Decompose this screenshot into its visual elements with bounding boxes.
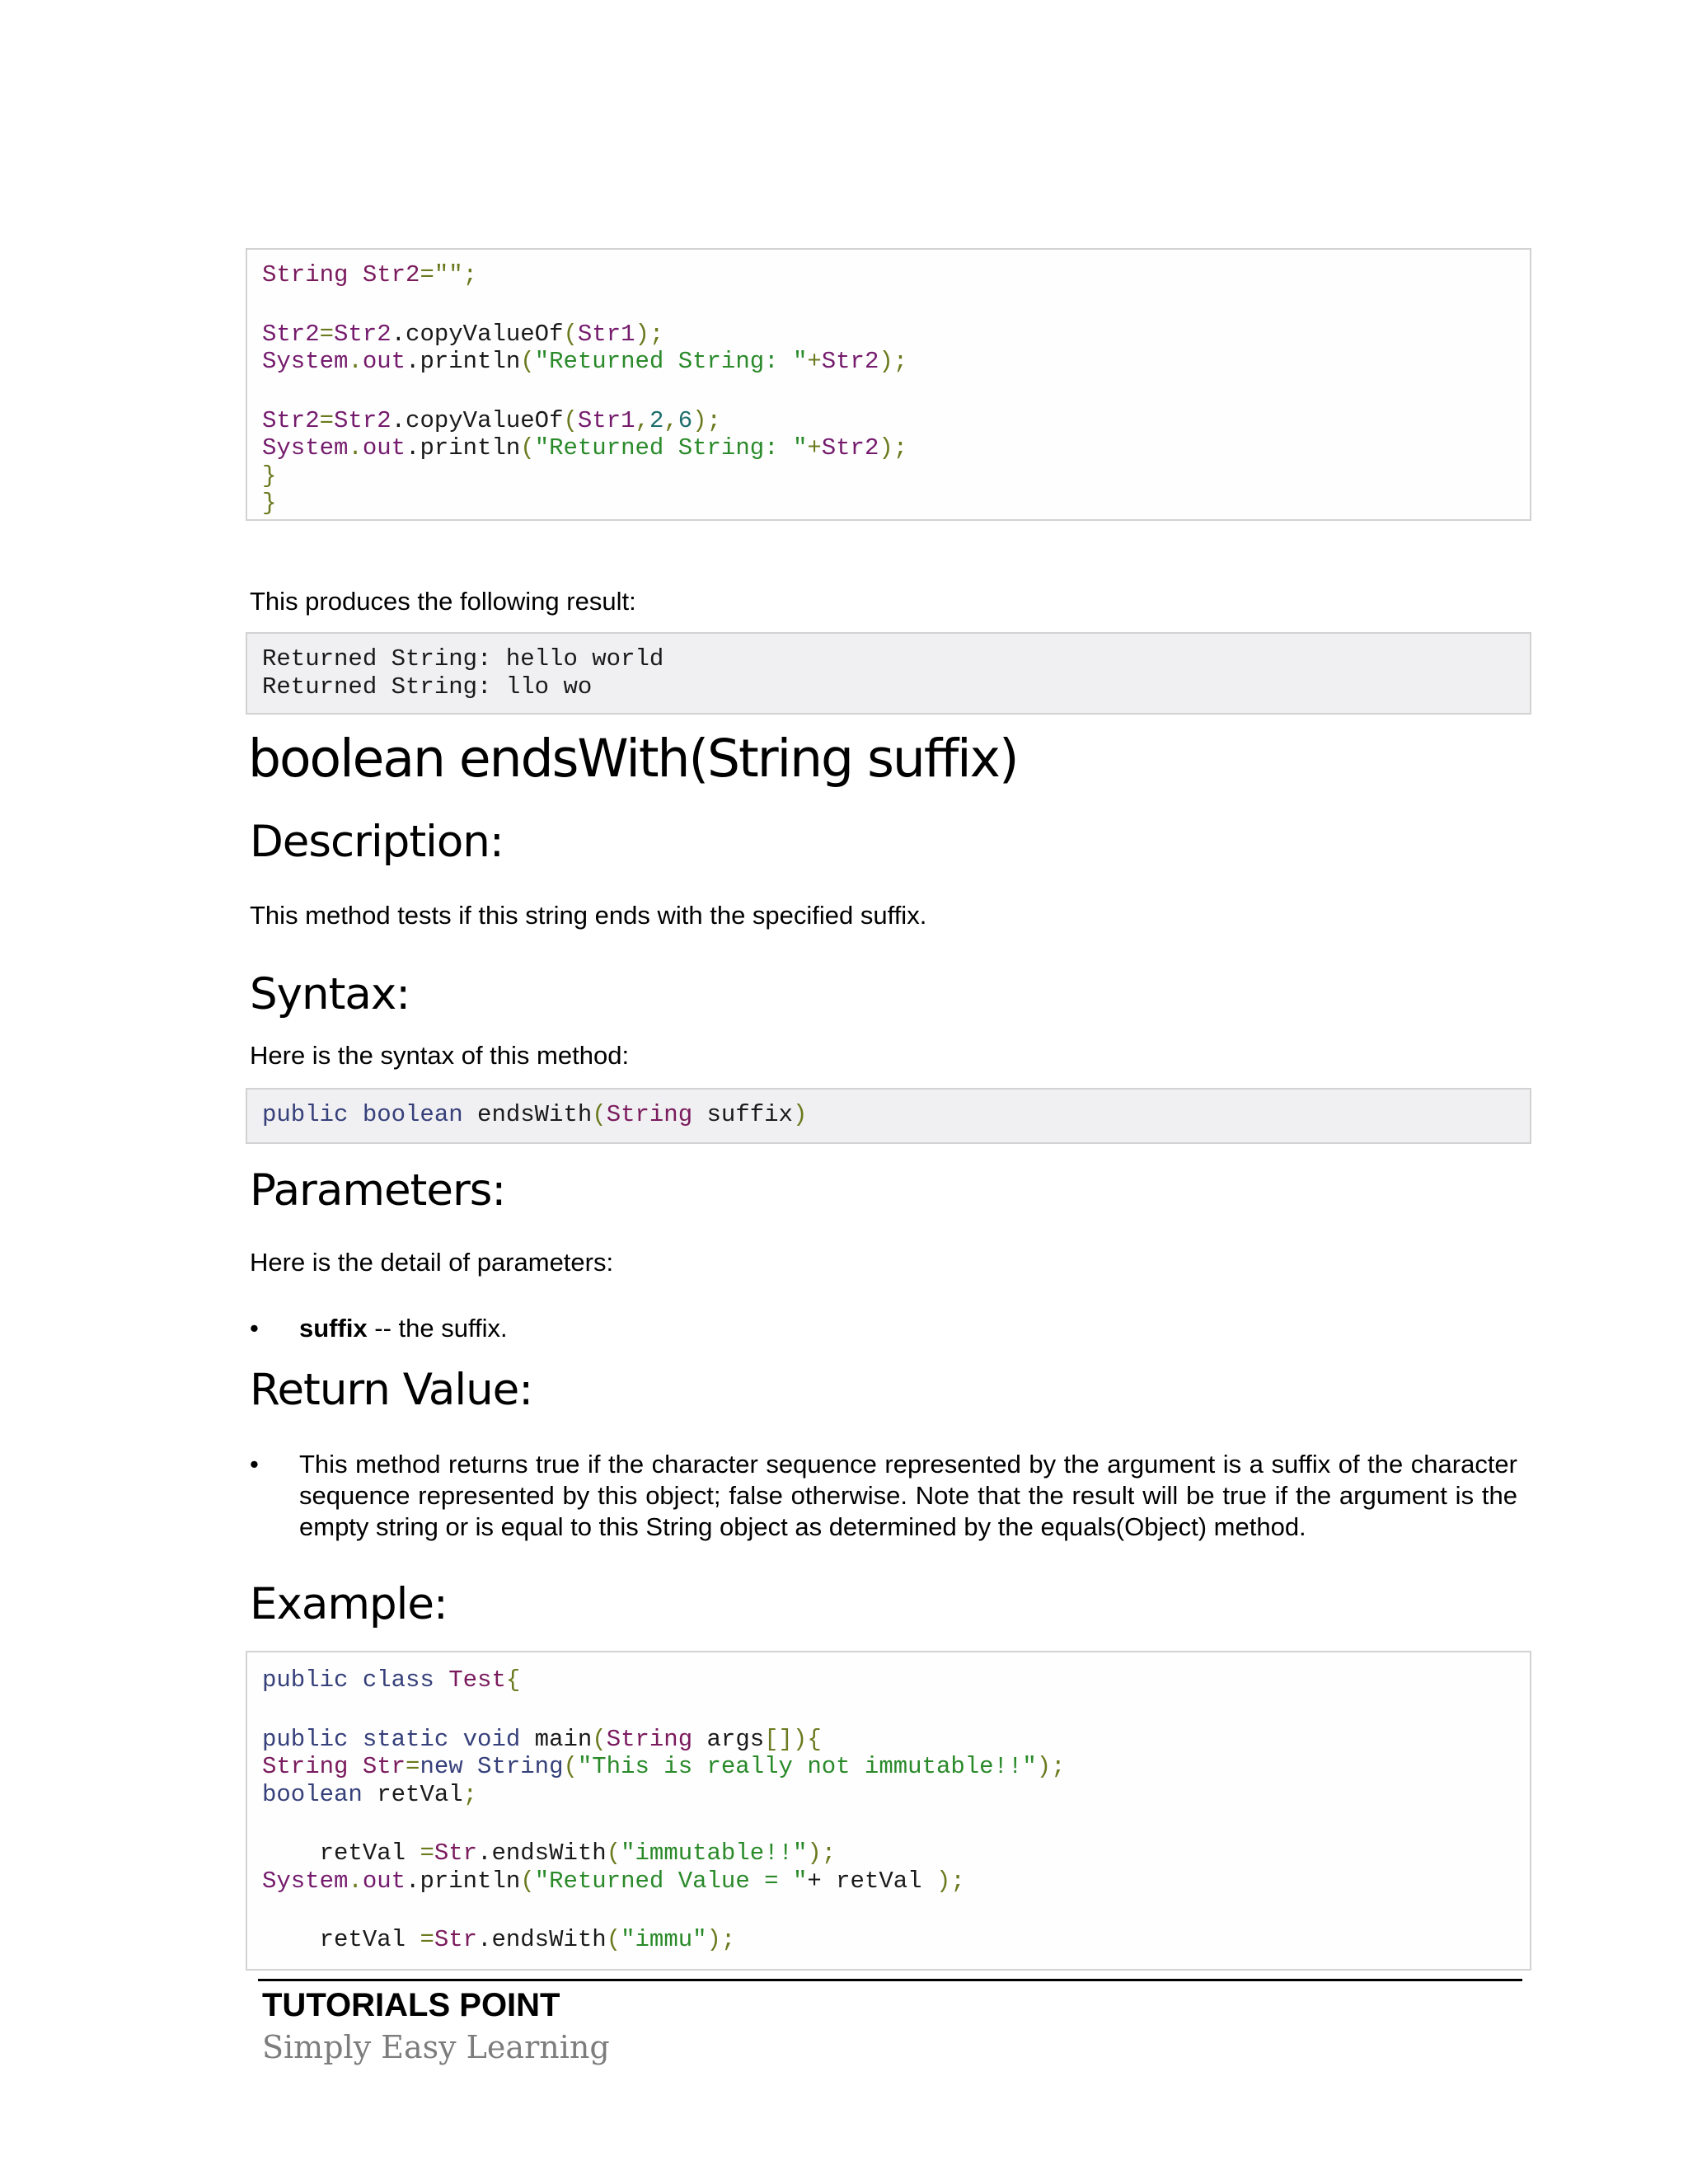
code-token: Str (434, 1926, 478, 1953)
footer-tagline: Simply Easy Learning (262, 2029, 610, 2065)
code-token: out (362, 434, 406, 462)
code-token: + (807, 348, 822, 375)
code-token: Returned String: llo wo (262, 673, 593, 701)
code-line (262, 1101, 1515, 1129)
footer-rule (258, 1979, 1522, 1981)
code-line (262, 261, 1515, 289)
code-token: = (319, 320, 335, 348)
code-token: suffix (692, 1101, 793, 1128)
code-token: Str2 (821, 434, 879, 462)
parameter-desc: -- the suffix. (367, 1314, 508, 1343)
example-code-block (246, 1651, 1531, 1971)
return-value-heading: Return Value: (250, 1365, 533, 1415)
code-token: ( (520, 348, 535, 375)
parameter-bullet: • (250, 1314, 259, 1343)
code-line (262, 348, 1515, 376)
code-line (262, 1895, 1515, 1926)
code-token: public static void (262, 1725, 521, 1753)
code-line (262, 407, 1515, 435)
code-token: ); (706, 1926, 736, 1953)
code-line (262, 1781, 1515, 1809)
code-token: ( (520, 1867, 535, 1895)
code-token: Str2 (334, 320, 392, 348)
code-token: .endsWith (477, 1926, 607, 1953)
code-token: ; (462, 1780, 478, 1808)
code-token: .endsWith (477, 1840, 607, 1867)
code-token: boolean (262, 1780, 363, 1808)
code-token: Test (434, 1666, 506, 1694)
description-text: This method tests if this string ends with the specified suffix. (250, 901, 927, 930)
code-token: out (362, 348, 406, 375)
code-token: String Str (262, 1753, 406, 1780)
code-token: } (262, 490, 277, 517)
code-token: "immutable!!" (621, 1840, 808, 1867)
code-token: retVal (262, 1840, 420, 1867)
code-token: ); (635, 320, 664, 348)
code-line (262, 1753, 1515, 1781)
code-token: + retVal (807, 1867, 936, 1895)
code-token: out (362, 1867, 406, 1895)
code-token: System (262, 1867, 349, 1895)
code-token: main (520, 1725, 593, 1753)
code-token: Str (434, 1840, 478, 1867)
code-line (262, 462, 1515, 490)
code-token: .copyValueOf (391, 406, 564, 434)
parameter-name: suffix (299, 1314, 368, 1343)
code-line (262, 321, 1515, 349)
return-value-text: This method returns true if the character sequence represented by the argument is a suffix of the character sequence represented by this object; false otherwise. Note that the result will be true if the argument is the empty string or is equal to this String object as determined by the equals(Object) method. (299, 1450, 1517, 1541)
code-line (262, 490, 1515, 518)
code-line (262, 1694, 1515, 1726)
code-token: ( (563, 406, 578, 434)
code-token: Str2 (821, 348, 879, 375)
code-token: System (262, 348, 349, 375)
syntax-code-block (246, 1088, 1531, 1144)
code-token: .copyValueOf (391, 320, 564, 348)
code-line (262, 1868, 1515, 1896)
code-token: "Returned String: " (534, 434, 808, 462)
code-token: 2 (649, 406, 664, 434)
code-token: .println (406, 434, 521, 462)
code-line (262, 1726, 1515, 1754)
code-token: retVal (262, 1926, 420, 1953)
code-token: } (262, 462, 277, 490)
code-token: Str1 (577, 320, 635, 348)
footer-brand: TUTORIALS POINT (262, 1987, 560, 2023)
code-token: . (348, 348, 363, 375)
code-line (262, 434, 1515, 462)
code-token: ( (592, 1725, 607, 1753)
parameters-heading: Parameters: (250, 1165, 506, 1216)
code-token: public boolean (262, 1101, 463, 1128)
parameter-item (299, 1313, 1517, 1344)
code-line (262, 673, 1515, 701)
description-heading: Description: (250, 817, 504, 867)
code-token: ); (935, 1867, 965, 1895)
code-token: ); (879, 348, 908, 375)
code-token: = (420, 1926, 434, 1953)
code-line (262, 289, 1515, 321)
code-token: , (635, 406, 649, 434)
result-intro: This produces the following result: (250, 587, 636, 616)
code-token: =""; (420, 261, 478, 288)
code-token: endsWith (462, 1101, 593, 1128)
code-line (262, 1926, 1515, 1954)
syntax-intro: Here is the syntax of this method: (250, 1041, 630, 1070)
example-heading: Example: (250, 1579, 448, 1629)
code-token: ( (563, 1753, 578, 1780)
code-token: .println (406, 1867, 521, 1895)
code-token: System (262, 434, 349, 462)
code-token: ( (606, 1926, 621, 1953)
code-token: new String (420, 1753, 564, 1780)
code-token: ) (792, 1101, 808, 1128)
code-token: retVal (362, 1780, 463, 1808)
code-token: ); (1036, 1753, 1066, 1780)
code-line (262, 1808, 1515, 1840)
code-token: = (420, 1840, 434, 1867)
code-line (262, 1840, 1515, 1868)
code-token: "immu" (621, 1926, 707, 1953)
code-token: Str2 (262, 320, 320, 348)
code-token: Returned String: hello world (262, 645, 664, 673)
code-block-copyvalueof (246, 248, 1531, 521)
code-token: ( (592, 1101, 607, 1128)
code-token: .println (406, 348, 521, 375)
syntax-heading: Syntax: (250, 969, 410, 1019)
code-token: . (348, 1867, 363, 1895)
method-title: boolean endsWith(String suffix) (248, 729, 1018, 789)
output-block (246, 632, 1531, 715)
code-line (262, 376, 1515, 407)
code-token: []){ (764, 1725, 822, 1753)
parameters-intro: Here is the detail of parameters: (250, 1248, 614, 1277)
code-token: Str2 (262, 406, 320, 434)
code-token: ); (807, 1840, 837, 1867)
code-token: public class (262, 1666, 434, 1694)
code-token: Str2 (334, 406, 392, 434)
code-token: = (319, 406, 335, 434)
code-token: Str1 (577, 406, 635, 434)
code-token: = (406, 1753, 420, 1780)
code-token: "This is really not immutable!!" (577, 1753, 1037, 1780)
code-token: ( (563, 320, 578, 348)
code-token: , (663, 406, 678, 434)
code-token: "Returned String: " (534, 348, 808, 375)
code-token: String (606, 1725, 693, 1753)
code-line (262, 645, 1515, 673)
code-token: String (606, 1101, 693, 1128)
code-token: ); (692, 406, 721, 434)
code-token: "Returned Value = " (534, 1867, 808, 1895)
return-bullet: • (250, 1450, 259, 1479)
code-token: ( (520, 434, 535, 462)
code-token: 6 (678, 406, 693, 434)
code-token: + (807, 434, 822, 462)
code-token: ); (879, 434, 908, 462)
code-token: args (692, 1725, 765, 1753)
code-line (262, 1666, 1515, 1694)
code-token: . (348, 434, 363, 462)
code-token: String Str2 (262, 261, 420, 288)
code-token: ( (606, 1840, 621, 1867)
code-token: { (505, 1666, 521, 1694)
